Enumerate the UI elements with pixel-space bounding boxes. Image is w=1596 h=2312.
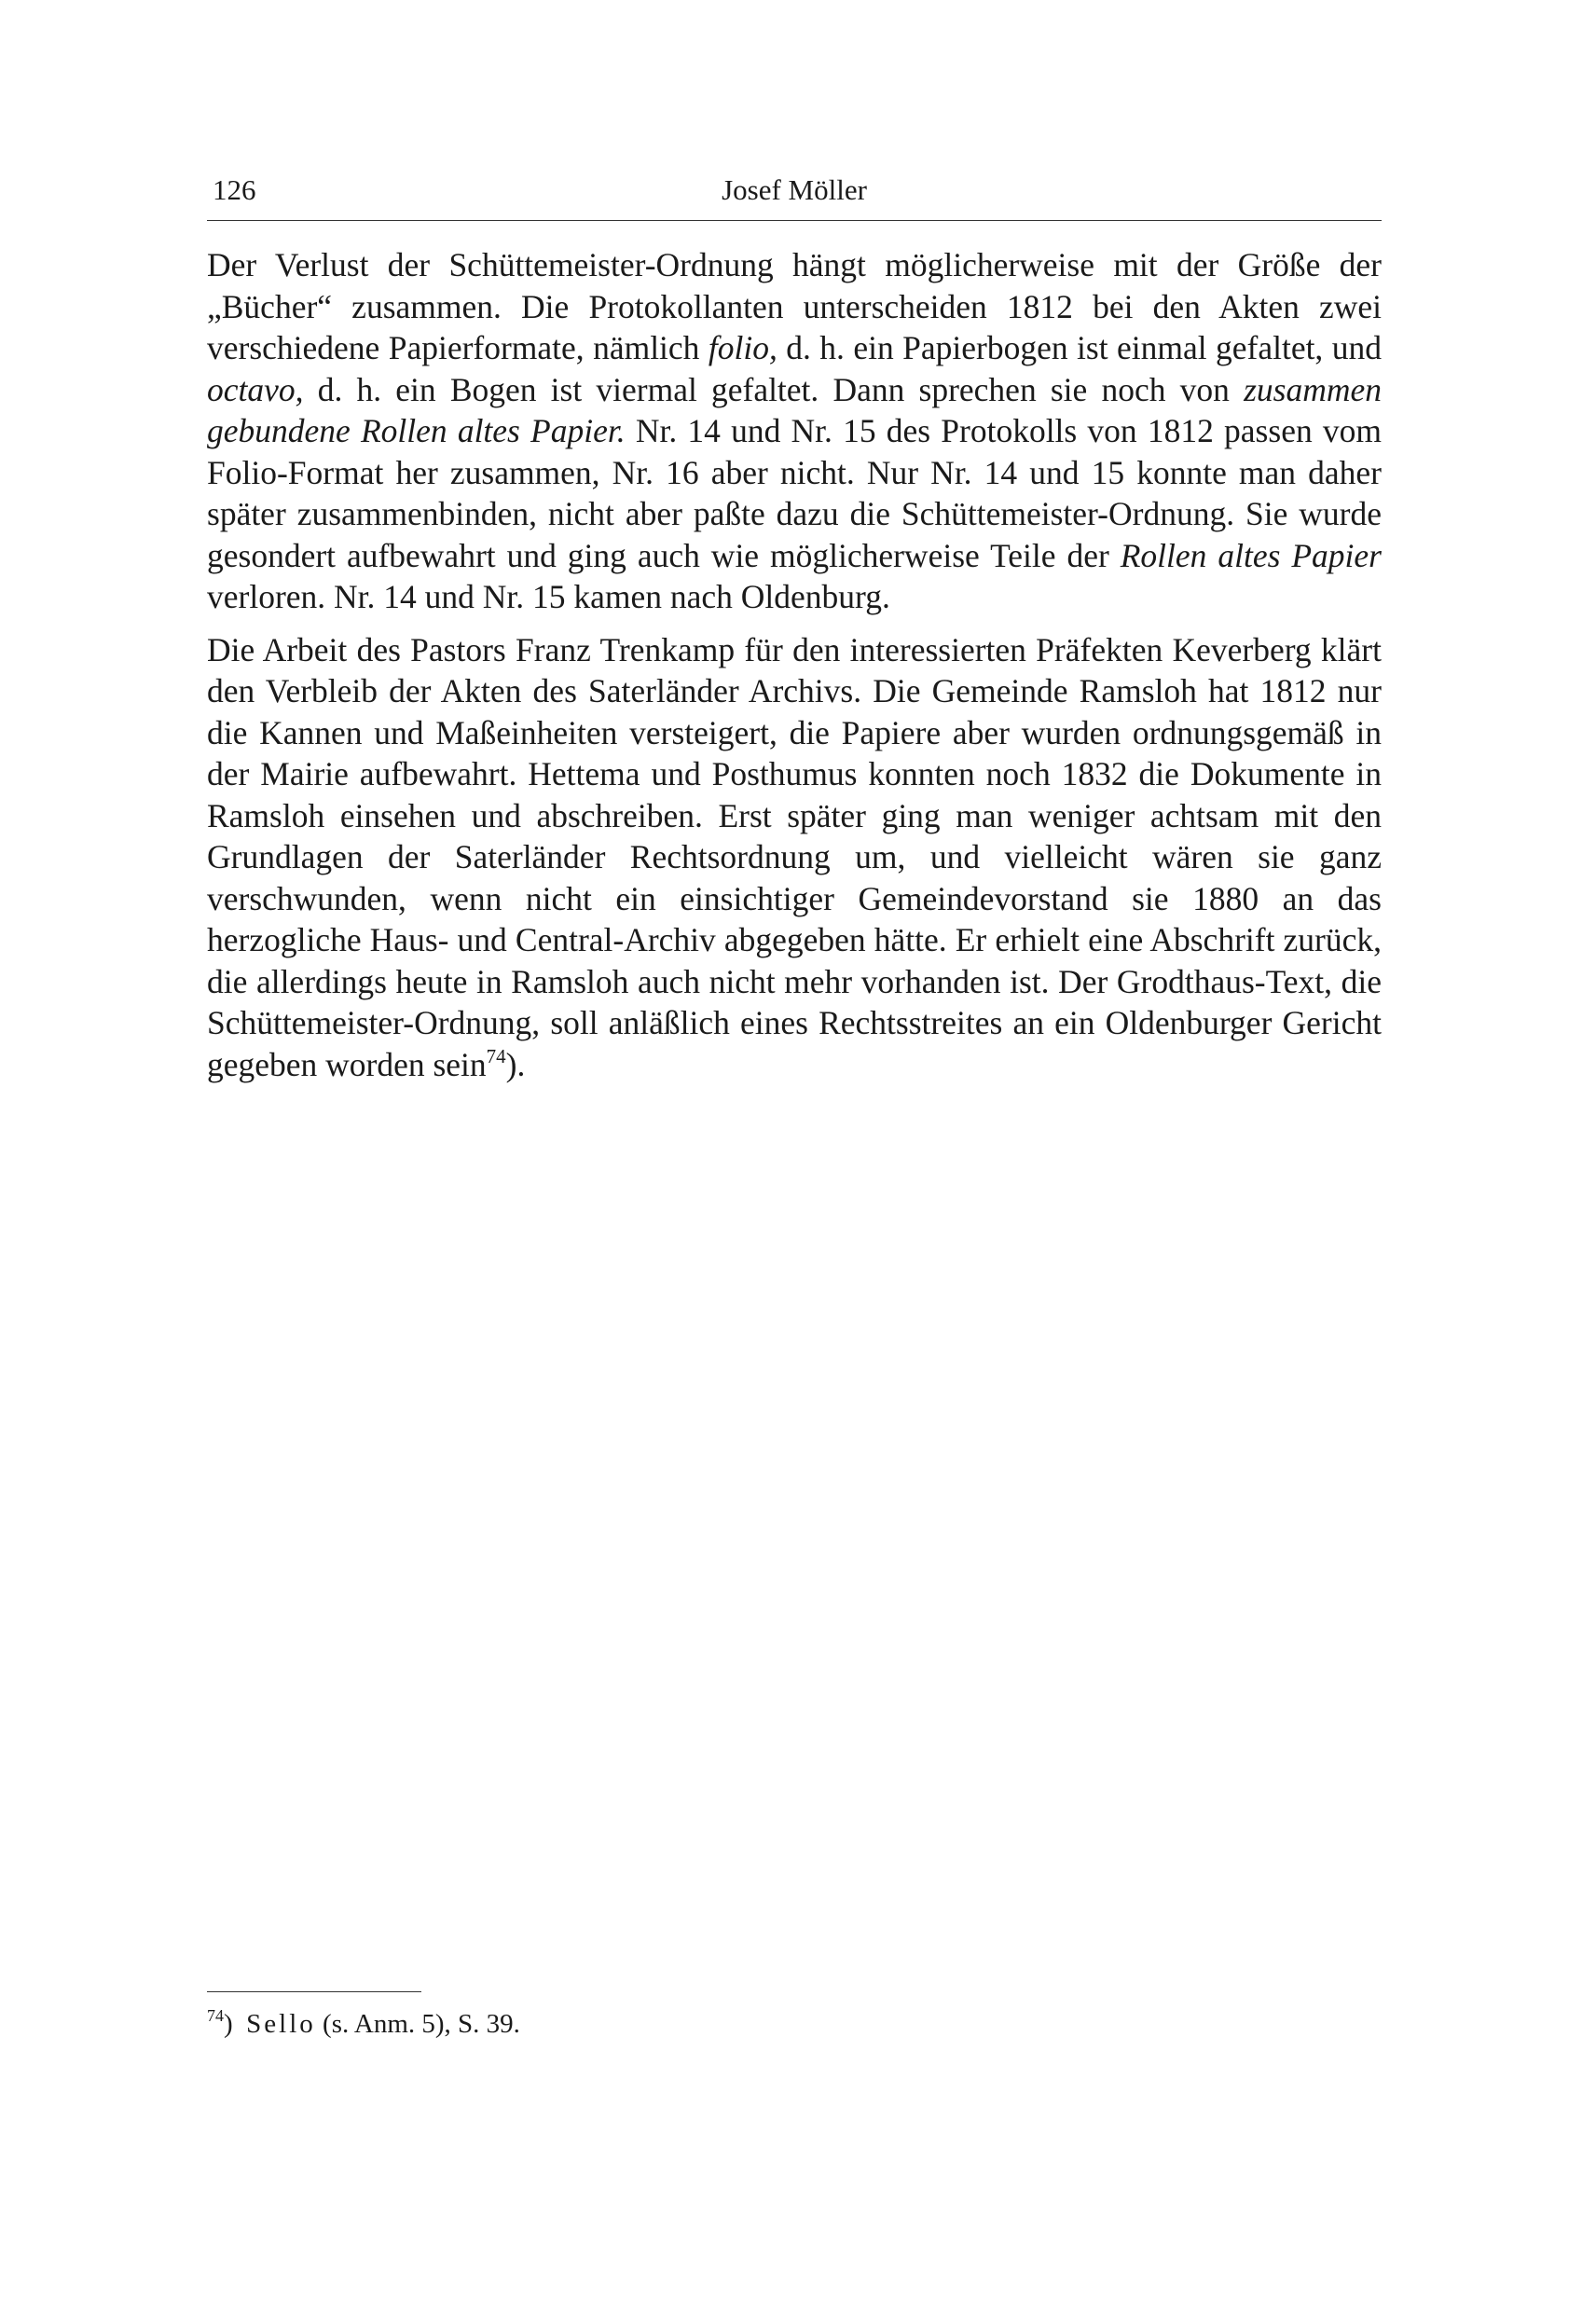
italic-quote: zusammen gebundene Rollen altes Papier. <box>207 370 1382 449</box>
italic-term: folio, <box>708 329 777 366</box>
italic-quote: Rollen altes Papier <box>1120 536 1382 574</box>
page-number: 126 <box>213 173 256 206</box>
paragraph-segment: d. h. ein Bogen ist viermal gefaltet. Dann sprechen sie noch von <box>303 370 1245 408</box>
footnote <box>207 2006 1382 2042</box>
footnote-marker-close: ) <box>224 2009 233 2039</box>
footnote-marker: 74 <box>207 2006 224 2025</box>
paragraph-2 <box>207 629 1382 1086</box>
paragraph-segment: Die Arbeit des Pastors Franz Trenkamp für den interessierten Präfekten Keverberg klärt den Verbleib der Akten des Saterländer Archivs. Die Gemeinde Ramsloh hat 1812 nur die Kannen und Maßeinheiten versteigert, die Papiere aber wurden ordnungsgemäß in der Mairie aufbewahrt. Hettema und Posthumus konnten noch 1832 die Dokumente in Ramsloh einsehen und abschreiben. Erst später ging man weniger achtsam mit den Grundlagen der Saterländer Rechtsordnung um, und vielleicht wären sie ganz verschwunden, wenn nicht ein einsichtiger Gemeindevorstand sie 1880 an das herzogliche Haus- und Central-Archiv abgegeben hätte. Er erhielt eine Abschrift zurück, die allerdings heute in Ramsloh auch nicht mehr vorhanden ist. Der Grodthaus-Text, die Schüttemeister-Ordnung, soll anläßlich eines Rechtsstreites an ein Oldenburger Gericht gegeben worden sein <box>207 630 1382 1083</box>
paragraph-segment: ). <box>505 1045 526 1083</box>
paragraph-segment: d. h. ein Papierbogen ist einmal gefaltet, und <box>777 329 1382 366</box>
italic-term: octavo, <box>207 370 304 408</box>
paragraph-segment: verloren. Nr. 14 und Nr. 15 kamen nach Oldenburg. <box>207 578 890 615</box>
header-rule <box>207 220 1382 221</box>
paragraph-segment: Der Verlust der Schüttemeister-Ordnung hängt möglicherweise mit der Größe der „Bücher“ zusammen. Die Protokollanten unterscheiden 1812 bei den Akten zwei verschiedene Papierformate, nämlich <box>207 246 1382 366</box>
paragraph-segment: Nr. 14 und Nr. 15 des Protokolls von 1812 passen vom Folio-Format her zusammen, Nr. 16 aber nicht. Nur Nr. 14 und 15 konnte man daher später zusammenbinden, nicht aber paßte dazu die Schüttemeister-Ordnung. Sie wurde gesondert aufbewahrt und ging auch wie möglicherweise Teile der <box>207 412 1382 574</box>
paragraph-1 <box>207 244 1382 618</box>
footnote-author: Sello <box>246 2009 316 2039</box>
page-header <box>207 168 1382 214</box>
footnote-reference[interactable]: 74 <box>486 1044 506 1067</box>
footnote-rule <box>207 1991 421 1992</box>
footnote-text: (s. Anm. 5), S. 39. <box>315 2009 520 2039</box>
running-head: Josef Möller <box>722 173 867 206</box>
body-text <box>207 244 1382 1096</box>
